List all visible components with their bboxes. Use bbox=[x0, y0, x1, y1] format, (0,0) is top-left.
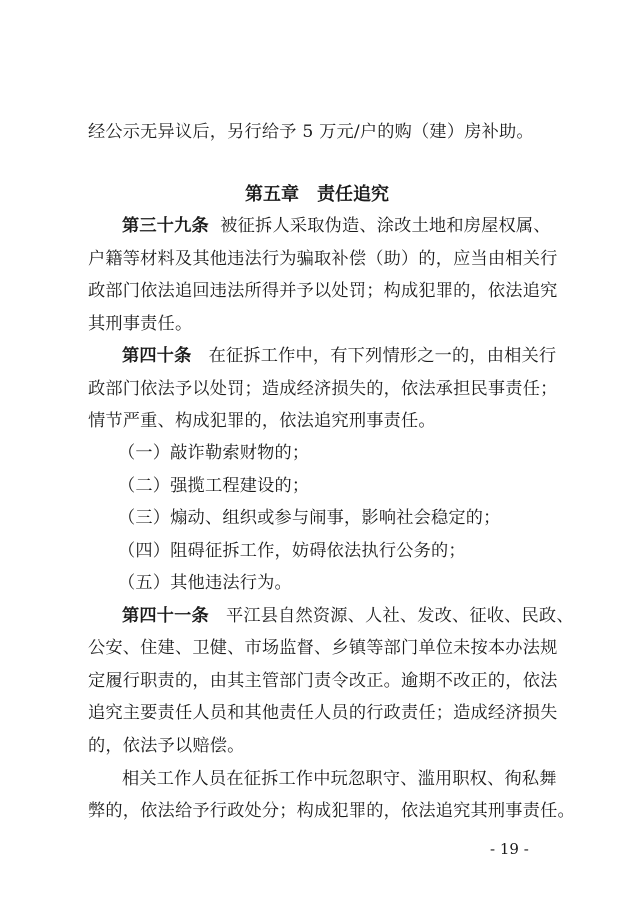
chapter-name: 责任追究 bbox=[317, 184, 389, 205]
list-item: （四）阻碍征拆工作，妨碍依法执行公务的； bbox=[118, 541, 466, 561]
text-line: 弊的，依法给予行政处分；构成犯罪的，依法追究其刑事责任。 bbox=[88, 801, 575, 821]
text-line: 经公示无异议后，另行给予 5 万元/户的购（建）房补助。 bbox=[88, 122, 534, 142]
text-line: 情节严重、构成犯罪的，依法追究刑事责任。 bbox=[88, 411, 436, 431]
list-item: （二）强揽工程建设的； bbox=[118, 476, 310, 496]
article-39-first-line bbox=[122, 211, 551, 236]
article-41-first-line bbox=[122, 601, 574, 626]
chapter-title bbox=[0, 180, 634, 206]
chapter-number: 第五章 bbox=[245, 184, 299, 205]
text-line: 其刑事责任。 bbox=[88, 314, 193, 334]
article-label: 第四十一条 bbox=[122, 606, 209, 626]
article-label: 第四十条 bbox=[122, 346, 192, 366]
list-item: （一）敲诈勒索财物的； bbox=[118, 443, 310, 463]
text-line: 政部门依法追回违法所得并予以处罚；构成犯罪的，依法追究 bbox=[88, 281, 558, 301]
text-line: 户籍等材料及其他违法行为骗取补偿（助）的，应当由相关行 bbox=[88, 249, 558, 269]
text-line: 追究主要责任人员和其他责任人员的行政责任；造成经济损失 bbox=[88, 703, 558, 723]
text-line: 相关工作人员在征拆工作中玩忽职守、滥用职权、徇私舞 bbox=[122, 769, 557, 789]
text-line: 政部门依法予以处罚；造成经济损失的，依法承担民事责任； bbox=[88, 379, 558, 399]
text-line: 平江县自然资源、人社、发改、征收、民政、 bbox=[225, 606, 574, 626]
text-line: 的，依法予以赔偿。 bbox=[88, 736, 245, 756]
text-line: 在征拆工作中，有下列情形之一的，由相关行 bbox=[208, 346, 557, 366]
list-item: （五）其他违法行为。 bbox=[118, 573, 292, 593]
list-item: （三）煽动、组织或参与闹事，影响社会稳定的； bbox=[118, 508, 501, 528]
text-line: 被征拆人采取伪造、涂改土地和房屋权属、 bbox=[220, 216, 551, 236]
page-number: - 19 - bbox=[490, 840, 529, 858]
article-label: 第三十九条 bbox=[122, 216, 209, 236]
text-line: 定履行职责的，由其主管部门责令改正。逾期不改正的，依法 bbox=[88, 671, 558, 691]
text-line: 公安、住建、卫健、市场监督、乡镇等部门单位未按本办法规 bbox=[88, 638, 558, 658]
article-40-first-line bbox=[122, 341, 556, 366]
